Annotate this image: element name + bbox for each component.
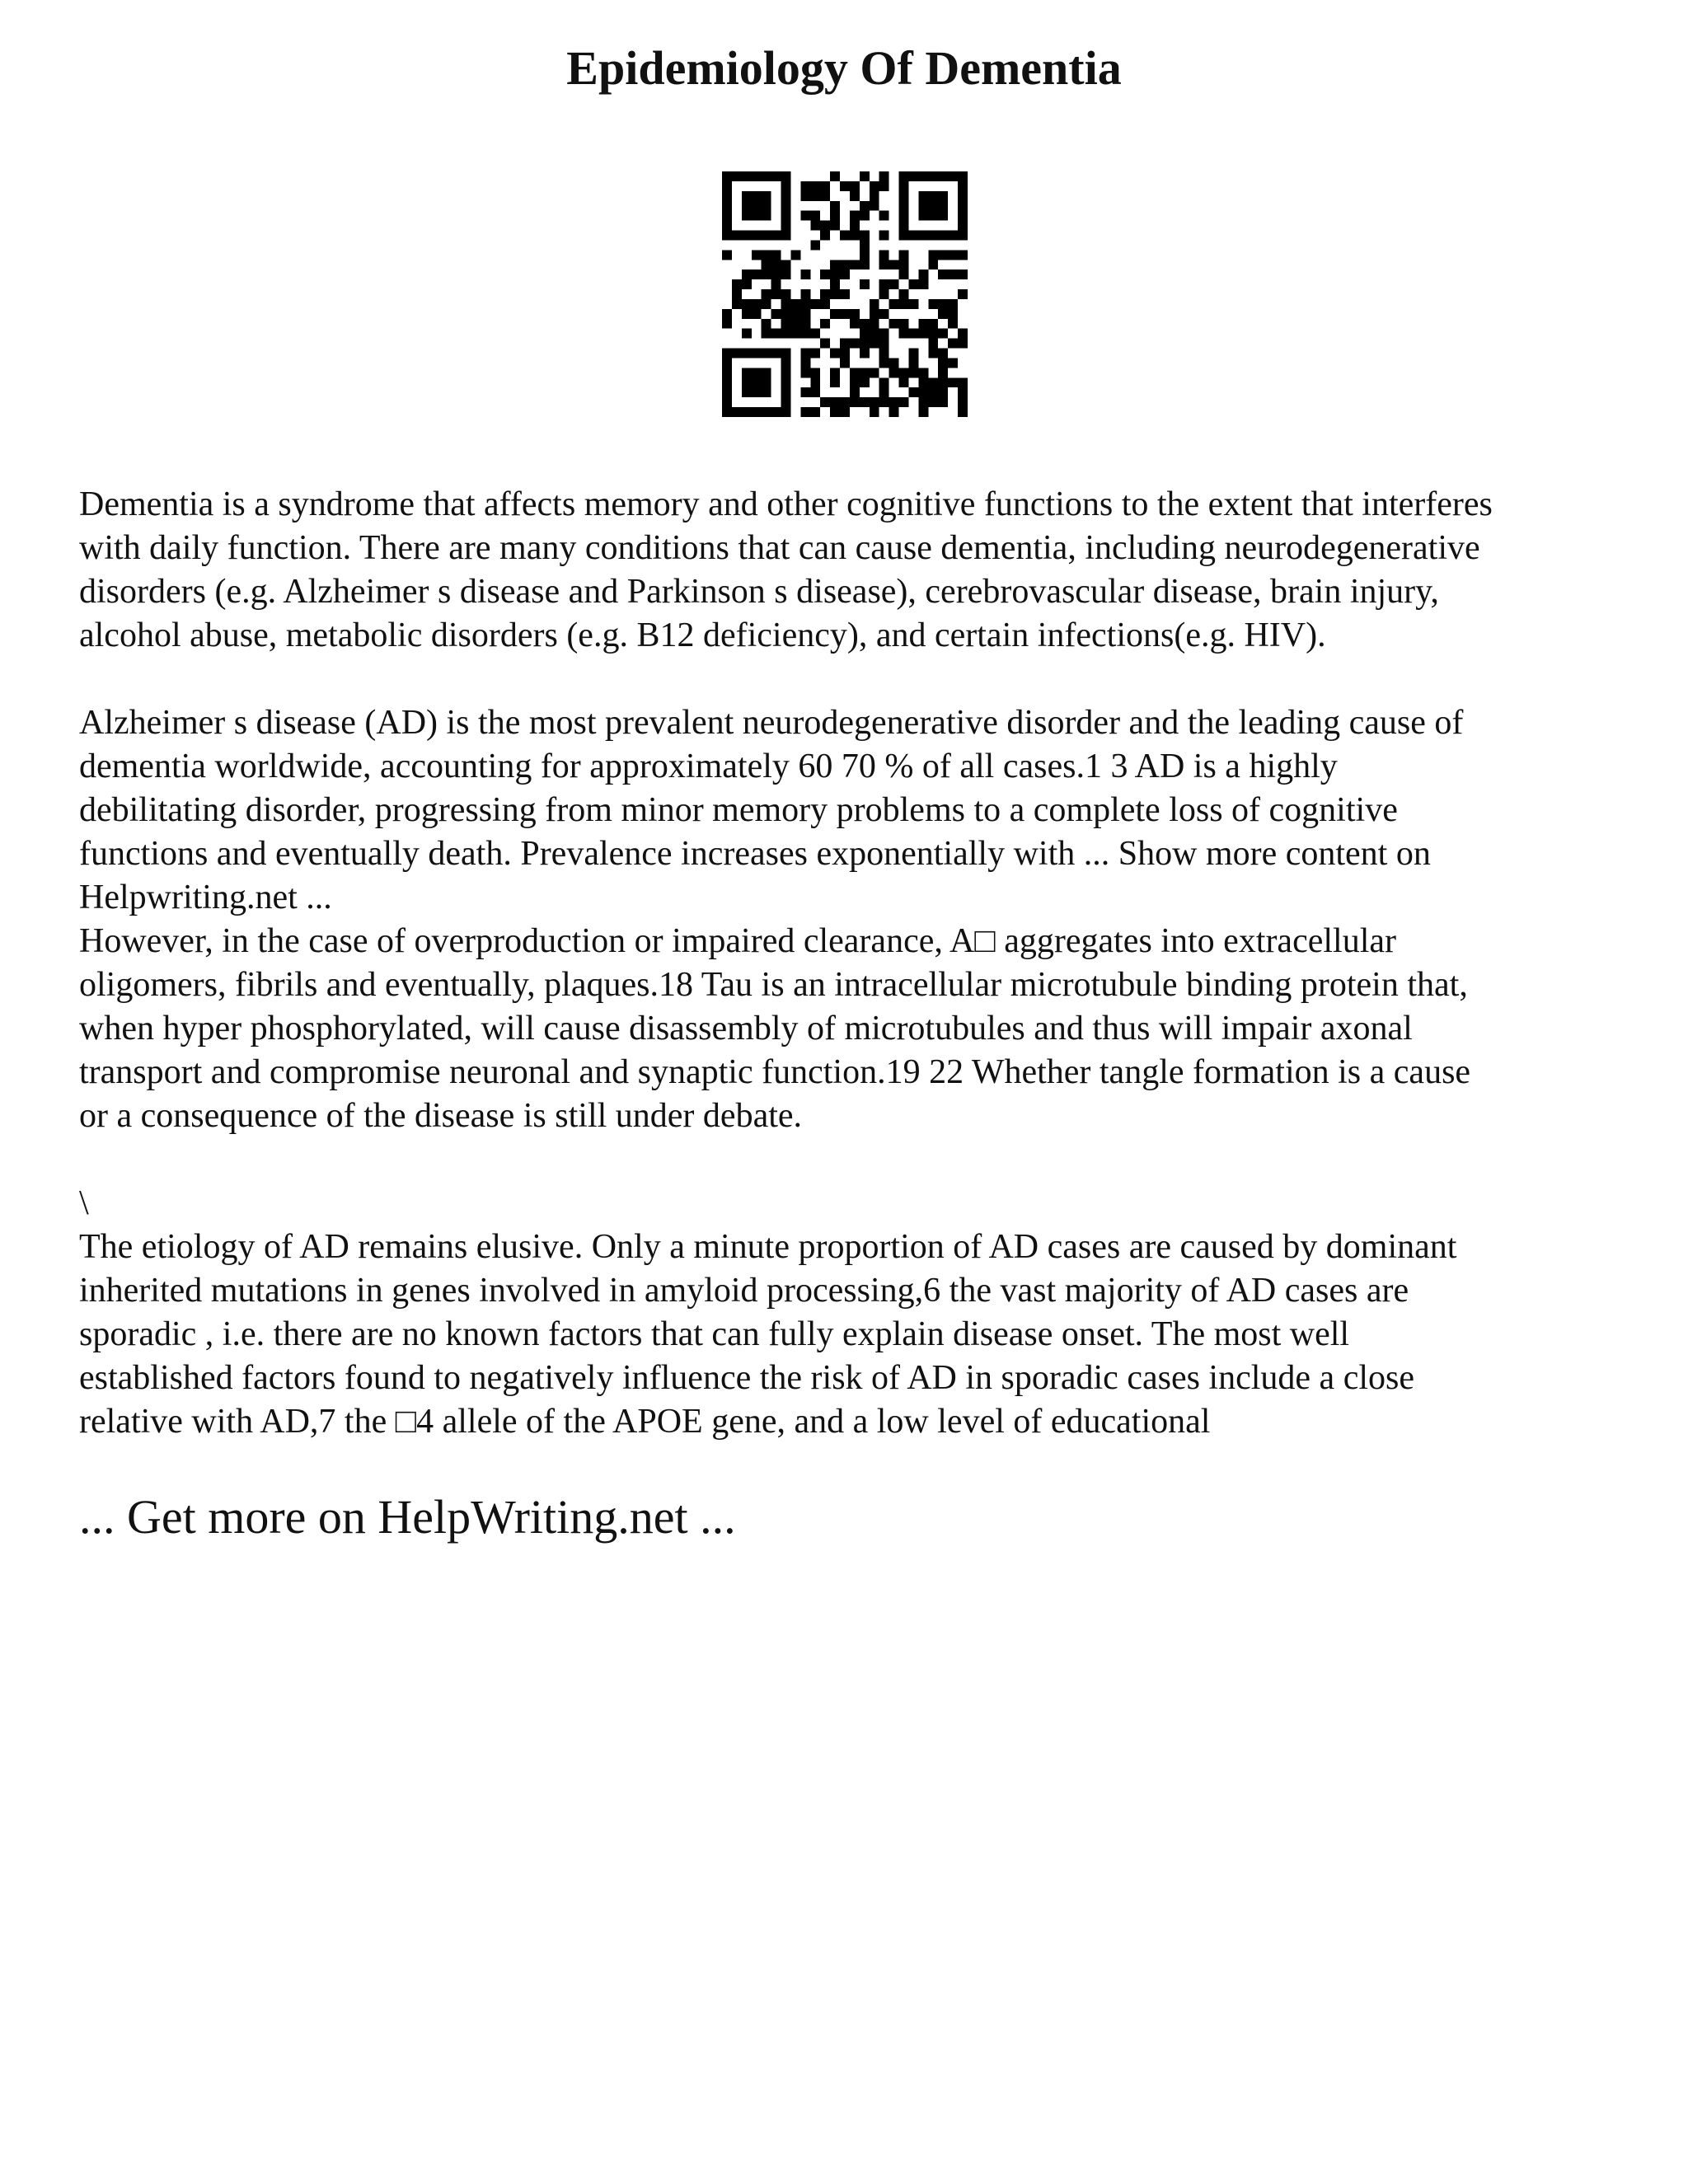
- paragraph-amyloid-tau: However, in the case of overproduction or impaired clearance, A□ aggregates into extracellular oligomers, fibrils and eventually, plaques.18 Tau is an intracellular microtubule binding protein that, when hyper phosphorylated, will cause disassembly of microtubules and thus will impair axonal transport and compromise neuronal and synaptic function.19 22 Whether tangle formation is a cause or a consequence of the disease is still under debate.: [79, 922, 1471, 1135]
- page-title: Epidemiology Of Dementia: [566, 41, 1122, 95]
- qr-code-icon: [722, 171, 968, 417]
- paragraph-backslash: \: [79, 1184, 89, 1222]
- paragraph-etiology: The etiology of AD remains elusive. Only a minute proportion of AD cases are caused by dominant inherited mutations in genes involved in amyloid processing,6 the vast majority of AD cases are sporadic , i.e. there are no known factors that can fully explain disease onset. The most well established factors found to negatively influence the risk of AD in sporadic cases include a close relative with AD,7 the □4 allele of the APOE gene, and a low level of educational: [79, 1228, 1457, 1441]
- paragraph-alzheimers-prevalence: Alzheimer s disease (AD) is the most prevalent neurodegenerative disorder and the leading cause of dementia worldwide, accounting for approximately 60 70 % of all cases.1 3 AD is a highly debilitating disorder, progressing from minor memory problems to a complete loss of cognitive functions and eventually death. Prevalence increases exponentially with ... Show more content on Helpwriting.net ...: [79, 704, 1464, 916]
- paragraph-dementia-intro: Dementia is a syndrome that affects memory and other cognitive functions to the extent that interferes with daily function. There are many conditions that can cause dementia, including neurodegenerative disorders (e.g. Alzheimer s disease and Parkinson s disease), cerebrovascular disease, brain injury, alcohol abuse, metabolic disorders (e.g. B12 deficiency), and certain infections(e.g. HIV).: [79, 485, 1493, 654]
- paragraph-gap: [79, 1138, 1620, 1182]
- paragraph-gap: [79, 658, 1620, 701]
- get-more-link[interactable]: ... Get more on HelpWriting.net ...: [79, 1490, 736, 1544]
- document-body: [79, 483, 1620, 1444]
